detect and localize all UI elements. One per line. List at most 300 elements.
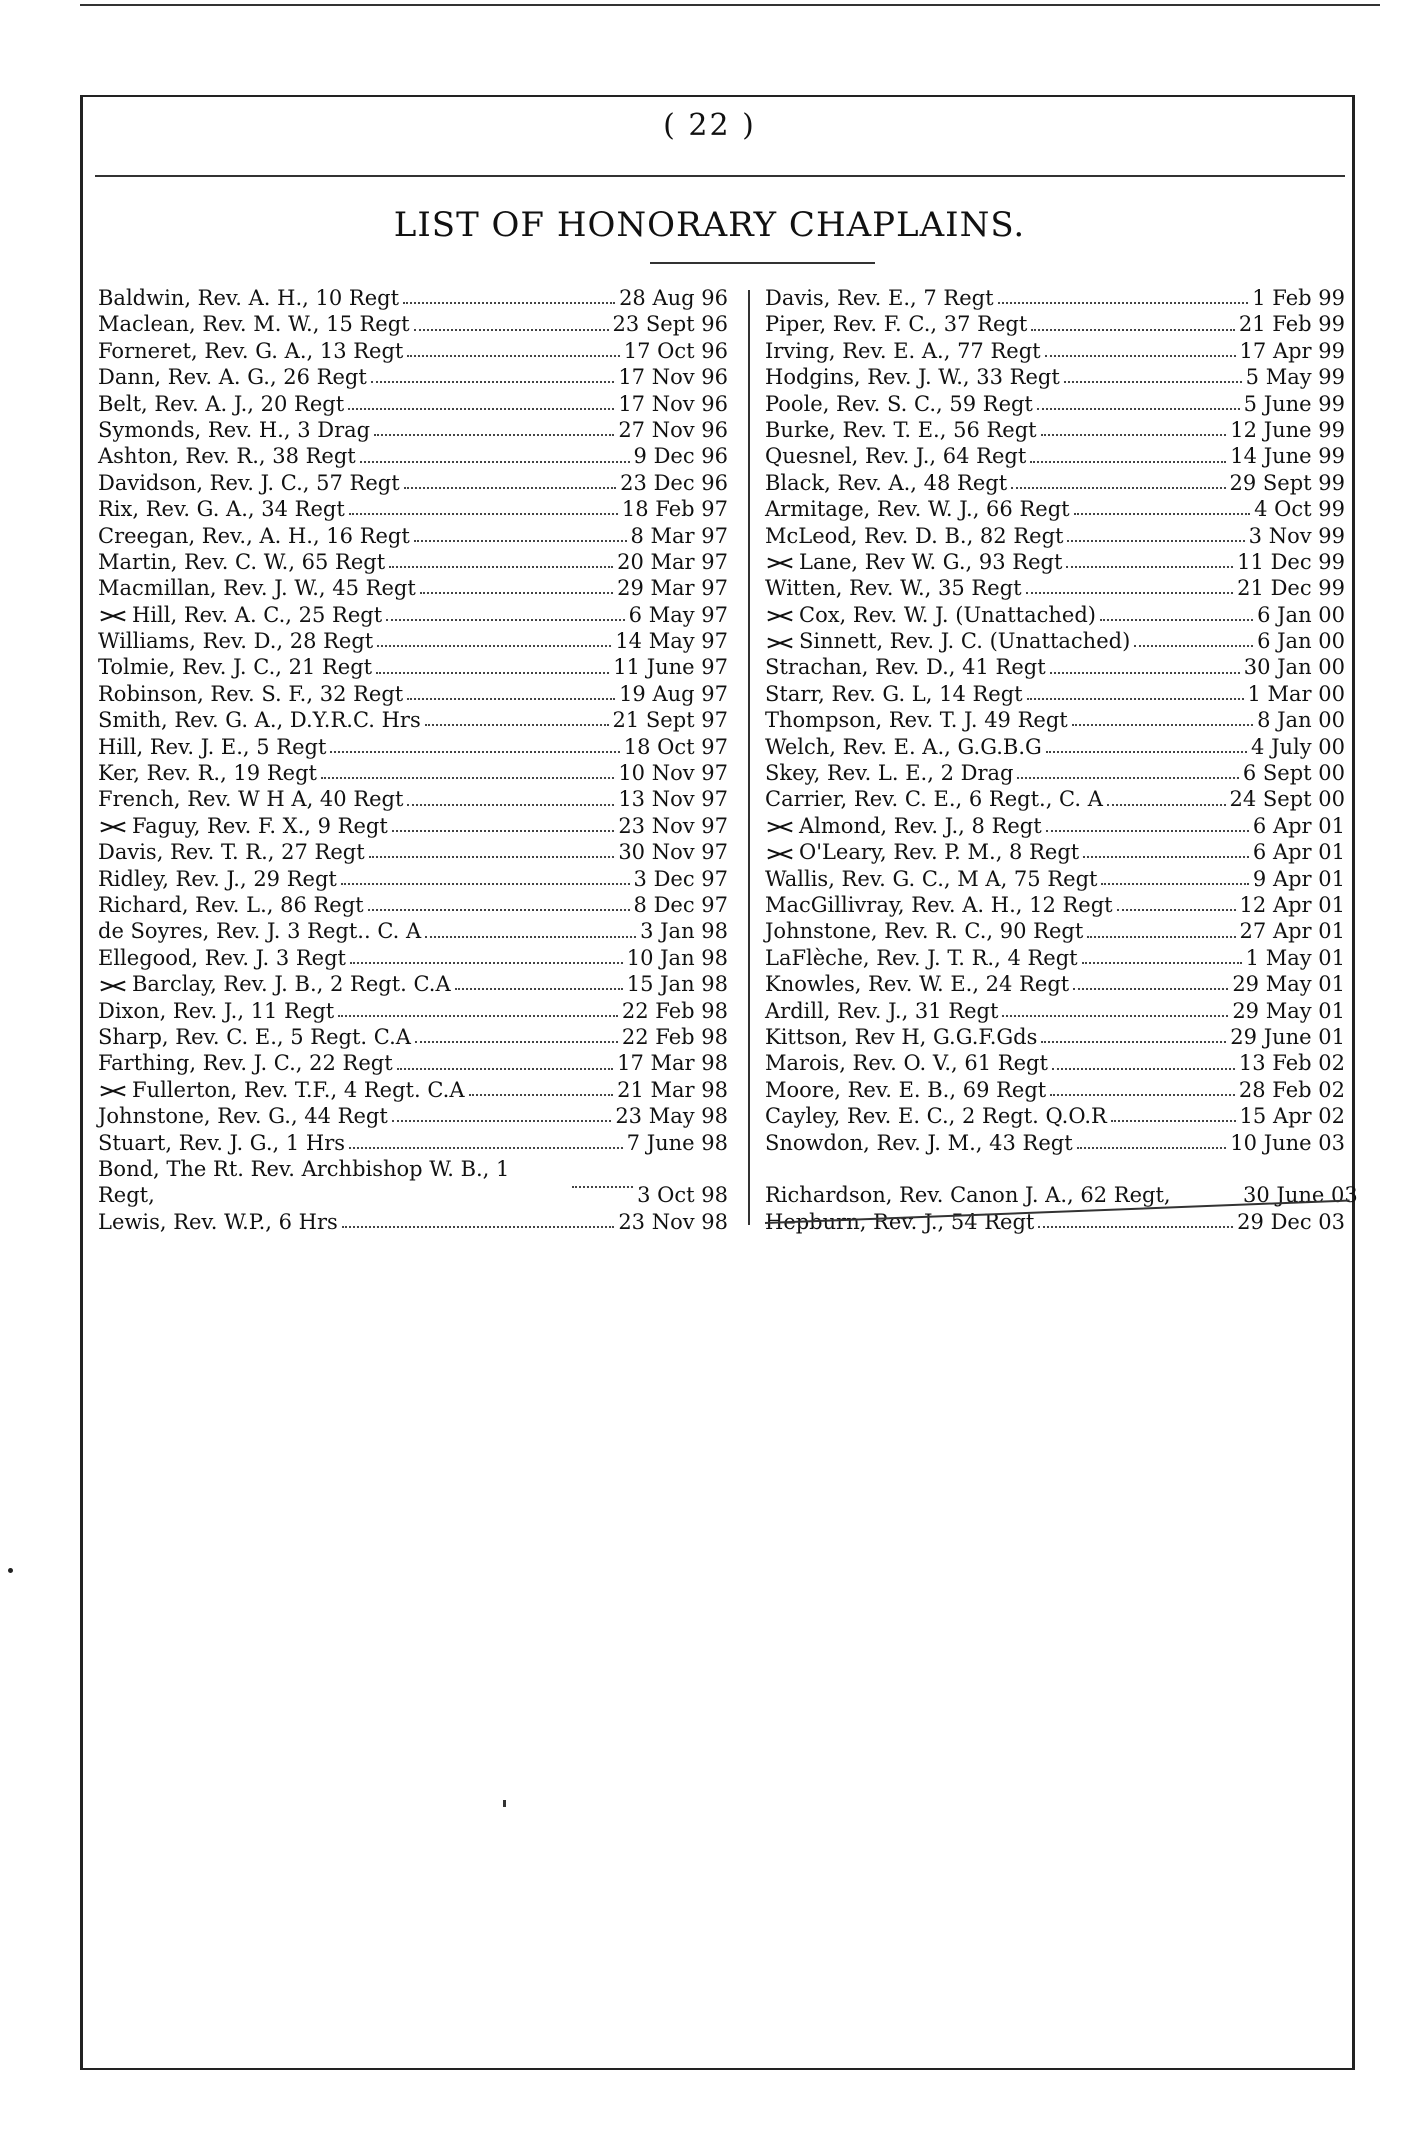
- chaplain-name: [765, 918, 1083, 944]
- leader-dots: [338, 1015, 618, 1017]
- appointment-date: 28 Feb 02: [1238, 1077, 1345, 1102]
- chaplain-name-text: Richard, Rev. L., 86 Regt: [98, 892, 364, 917]
- chaplain-entry: [765, 654, 1345, 680]
- leader-dots: [1011, 487, 1225, 489]
- chaplain-name: [98, 417, 370, 443]
- chaplain-entry: [765, 602, 1345, 628]
- chaplain-name-text: Poole, Rev. S. C., 59 Regt: [765, 391, 1033, 416]
- chaplain-entry: [98, 311, 728, 337]
- chaplain-name-text: Irving, Rev. E. A., 77 Regt: [765, 338, 1041, 363]
- leader-dots: [1038, 1226, 1233, 1228]
- leader-dots: [368, 909, 630, 911]
- chaplain-name: [98, 1130, 345, 1156]
- appointment-date: 11 Dec 99: [1237, 549, 1345, 574]
- leader-dots: [397, 1068, 613, 1070]
- chaplain-name: [98, 681, 403, 707]
- chaplain-name-text: Stuart, Rev. J. G., 1 Hrs: [98, 1130, 346, 1155]
- chaplain-entry: [98, 496, 728, 522]
- appointment-date: 23 May 98: [615, 1104, 728, 1129]
- leader-dots: [998, 302, 1249, 304]
- appointment-date: 14 June 99: [1230, 444, 1345, 469]
- chaplain-entry: [765, 1130, 1345, 1156]
- leader-dots: [349, 1147, 623, 1149]
- chaplain-name-text: Macmillan, Rev. J. W., 45 Regt: [98, 576, 416, 601]
- chaplain-entry: [765, 918, 1345, 944]
- chaplain-entry: [765, 707, 1345, 733]
- leader-dots: [1046, 830, 1249, 832]
- leader-dots: [425, 936, 636, 938]
- left-column: [98, 285, 728, 1235]
- chaplain-entry: [765, 1156, 1358, 1209]
- chaplain-name-text: Forneret, Rev. G. A., 13 Regt: [98, 338, 404, 363]
- chaplain-name: [765, 998, 998, 1024]
- chaplain-entry: [98, 1024, 728, 1050]
- chaplain-entry: [98, 1209, 728, 1235]
- chaplain-name: [765, 1050, 1048, 1076]
- appointment-date: 29 Sept 99: [1229, 470, 1345, 495]
- leader-dots: [1037, 408, 1240, 410]
- leader-dots: [1041, 434, 1227, 436]
- chaplain-name: [98, 575, 416, 601]
- chaplain-name-text: Johnstone, Rev. R. C., 90 Regt: [765, 919, 1084, 944]
- chaplain-name: [98, 734, 326, 760]
- chaplain-name: [765, 892, 1113, 918]
- chaplain-name-text: Ellegood, Rev. J. 3 Regt: [98, 945, 346, 970]
- chaplain-entry: [98, 1077, 728, 1103]
- chaplain-name: [765, 628, 1130, 654]
- leader-dots: [376, 672, 609, 674]
- chaplain-entry: [765, 549, 1345, 575]
- page-title: LIST OF HONORARY CHAPLAINS.: [393, 205, 1026, 245]
- chaplain-name-text: Witten, Rev. W., 35 Regt: [765, 576, 1022, 601]
- chaplain-name: [98, 628, 373, 654]
- chaplain-entry: [765, 496, 1345, 522]
- chaplain-name-text: Carrier, Rev. C. E., 6 Regt., C. A: [765, 787, 1103, 812]
- leader-dots: [403, 302, 615, 304]
- appointment-date: 29 Dec 03: [1237, 1209, 1345, 1234]
- chaplain-entry: [98, 1130, 728, 1156]
- chaplain-entry: [765, 945, 1345, 971]
- top-edge-rule: [80, 0, 1380, 6]
- chaplain-name-text: Fullerton, Rev. T.F., 4 Regt. C.A: [132, 1077, 465, 1102]
- chaplain-name: [765, 443, 1026, 469]
- chaplain-name: [98, 1209, 338, 1235]
- leader-dots: [1027, 698, 1244, 700]
- scissors-mark-icon: [98, 1083, 128, 1099]
- chaplain-name: [765, 364, 1060, 390]
- appointment-date: 30 Nov 97: [618, 840, 728, 865]
- chaplain-name: [765, 707, 1068, 733]
- chaplain-name: [765, 417, 1037, 443]
- leader-dots: [1107, 804, 1226, 806]
- chaplain-entry: [98, 1156, 728, 1209]
- leader-dots: [389, 566, 613, 568]
- chaplain-name: [765, 1182, 1235, 1208]
- chaplain-name-text: Richardson, Rev. Canon J. A., 62 Regt,: [765, 1183, 1171, 1208]
- chaplain-name: [765, 734, 1042, 760]
- appointment-date: 13 Feb 02: [1238, 1051, 1345, 1076]
- appointment-date: 10 June 03: [1230, 1130, 1345, 1155]
- leader-dots: [1046, 751, 1247, 753]
- appointment-date: 29 May 01: [1232, 972, 1345, 997]
- chaplain-name: [98, 866, 337, 892]
- scissors-mark-icon: [765, 846, 795, 862]
- chaplain-name: [98, 1156, 568, 1209]
- leader-dots: [1134, 645, 1253, 647]
- chaplain-name: [765, 549, 1062, 575]
- chaplain-name: [765, 523, 1063, 549]
- chaplain-name-text: Cayley, Rev. E. C., 2 Regt. Q.O.R: [765, 1104, 1107, 1129]
- chaplain-entry: [765, 681, 1345, 707]
- leader-dots: [386, 619, 625, 621]
- chaplain-name: [98, 918, 421, 944]
- chaplain-name-text: Knowles, Rev. W. E., 24 Regt: [765, 972, 1070, 997]
- chaplain-entry: [98, 971, 728, 997]
- chaplain-entry: [98, 470, 728, 496]
- leader-dots: [425, 724, 609, 726]
- chaplain-name: [98, 813, 388, 839]
- chaplain-name-text: Hill, Rev. A. C., 25 Regt: [132, 602, 383, 627]
- chaplain-entry: [765, 417, 1345, 443]
- chaplain-name: [765, 760, 1013, 786]
- chaplain-name: [98, 707, 421, 733]
- appointment-date: 12 June 99: [1230, 417, 1345, 442]
- leader-dots: [455, 988, 623, 990]
- chaplain-entry: [98, 786, 728, 812]
- chaplain-name-text: Strachan, Rev. D., 41 Regt: [765, 655, 1046, 680]
- chaplain-entry: [98, 602, 728, 628]
- chaplain-name-text: Sharp, Rev. C. E., 5 Regt. C.A: [98, 1024, 411, 1049]
- scissors-mark-icon: [98, 608, 128, 624]
- chaplain-entry: [98, 628, 728, 654]
- chaplain-name: [765, 1103, 1107, 1129]
- chaplain-name: [98, 1024, 411, 1050]
- chaplain-name: [98, 496, 345, 522]
- header-rule: [95, 175, 1345, 177]
- appointment-date: 1 Feb 99: [1252, 286, 1345, 310]
- leader-dots: [1026, 592, 1234, 594]
- chaplain-entry: [765, 338, 1345, 364]
- appointment-date: 21 Sept 97: [612, 708, 728, 733]
- appointment-date: 1 May 01: [1245, 945, 1345, 970]
- chaplain-name-text: French, Rev. W H A, 40 Regt: [98, 787, 404, 812]
- chaplain-entry: [98, 523, 728, 549]
- chaplain-name: [765, 391, 1033, 417]
- chaplain-entry: [98, 707, 728, 733]
- chaplain-entry: [98, 285, 728, 311]
- leader-dots: [1087, 936, 1235, 938]
- chaplain-name-text: Smith, Rev. G. A., D.Y.R.C. Hrs: [98, 708, 421, 733]
- appointment-date: 14 May 97: [615, 629, 728, 654]
- chaplain-name-text: Hepburn, Rev. J., 54 Regt: [765, 1209, 1035, 1234]
- chaplain-name: [765, 311, 1027, 337]
- appointment-date: 23 Nov 97: [618, 813, 728, 838]
- appointment-date: 17 Nov 96: [618, 365, 728, 390]
- chaplain-name-text: MacGillivray, Rev. A. H., 12 Regt: [765, 892, 1113, 917]
- chaplain-entry: [765, 285, 1345, 311]
- chaplain-name-text: Piper, Rev. F. C., 37 Regt: [765, 312, 1028, 337]
- chaplain-entry: [98, 364, 728, 390]
- chaplain-name-text: Hodgins, Rev. J. W., 33 Regt: [765, 365, 1060, 390]
- chaplain-name-text: Martin, Rev. C. W., 65 Regt: [98, 549, 386, 574]
- chaplain-name-text: Snowdon, Rev. J. M., 43 Regt: [765, 1130, 1073, 1155]
- chaplain-entry: [98, 918, 728, 944]
- chaplain-name-text: Bond, The Rt. Rev. Archbishop W. B., 1 Regt,: [98, 1156, 510, 1208]
- chaplain-name-text: Burke, Rev. T. E., 56 Regt: [765, 417, 1037, 442]
- chaplain-name-text: Starr, Rev. G. L, 14 Regt: [765, 681, 1023, 706]
- leader-dots: [469, 1094, 614, 1096]
- chaplain-name: [98, 602, 382, 628]
- chaplain-name: [98, 1050, 393, 1076]
- chaplain-entry: [98, 892, 728, 918]
- chaplain-name-text: Marois, Rev. O. V., 61 Regt: [765, 1051, 1048, 1076]
- appointment-date: 3 Dec 97: [633, 866, 728, 891]
- chaplain-name: [98, 364, 367, 390]
- appointment-date: 8 Dec 97: [633, 892, 728, 917]
- chaplain-entry: [98, 549, 728, 575]
- chaplain-name: [98, 971, 451, 997]
- leader-dots: [1111, 1120, 1236, 1122]
- scissors-mark-icon: [98, 978, 128, 994]
- chaplain-name: [765, 866, 1097, 892]
- appointment-date: 21 Dec 99: [1237, 576, 1345, 601]
- chaplain-entry: [765, 1077, 1345, 1103]
- chaplain-name: [98, 892, 364, 918]
- chaplain-name: [765, 338, 1041, 364]
- appointment-date: 22 Feb 98: [621, 998, 728, 1023]
- scissors-mark-icon: [98, 819, 128, 835]
- chaplain-entry: [98, 998, 728, 1024]
- chaplain-entry: [765, 391, 1345, 417]
- chaplain-name: [98, 760, 317, 786]
- appointment-date: 4 July 00: [1251, 734, 1345, 759]
- chaplain-entry: [765, 971, 1345, 997]
- leader-dots: [1117, 909, 1236, 911]
- appointment-date: 23 Nov 98: [618, 1209, 728, 1234]
- chaplain-entry: [98, 443, 728, 469]
- appointment-date: 12 Apr 01: [1239, 892, 1345, 917]
- leader-dots: [407, 698, 615, 700]
- appointment-date: 6 Apr 01: [1252, 813, 1345, 838]
- chaplain-entry: [98, 734, 728, 760]
- leader-dots: [341, 883, 630, 885]
- chaplain-name-text: Davis, Rev. E., 7 Regt: [765, 286, 994, 310]
- chaplain-name: [98, 338, 403, 364]
- chaplain-name-text: Rix, Rev. G. A., 34 Regt: [98, 497, 345, 522]
- appointment-date: 13 Nov 97: [618, 787, 728, 812]
- chaplain-name-text: Armitage, Rev. W. J., 66 Regt: [765, 497, 1070, 522]
- appointment-date: 22 Feb 98: [621, 1024, 728, 1049]
- appointment-date: 6 Jan 00: [1257, 629, 1345, 654]
- chaplain-name-text: Tolmie, Rev. J. C., 21 Regt: [98, 655, 373, 680]
- chaplain-entry: [765, 1103, 1345, 1129]
- leader-dots: [1067, 540, 1244, 542]
- appointment-date: 9 Dec 96: [633, 444, 728, 469]
- right-column: [765, 285, 1358, 1235]
- leader-dots: [350, 962, 623, 964]
- chaplain-name-text: Barclay, Rev. J. B., 2 Regt. C.A: [132, 972, 451, 997]
- leader-dots: [348, 408, 614, 410]
- chaplain-name: [765, 945, 1078, 971]
- leader-dots: [1030, 461, 1226, 463]
- leader-dots: [404, 487, 617, 489]
- chaplain-entry: [765, 998, 1345, 1024]
- chaplain-name: [98, 786, 403, 812]
- chaplain-entry: [98, 417, 728, 443]
- chaplain-name: [765, 1077, 1046, 1103]
- appointment-date: 21 Mar 98: [617, 1077, 728, 1102]
- leader-dots: [392, 830, 615, 832]
- appointment-date: 3 Nov 99: [1248, 523, 1345, 548]
- appointment-date: 3 Jan 98: [640, 919, 728, 944]
- chaplain-name-text: Black, Rev. A., 48 Regt: [765, 470, 1008, 495]
- chaplain-name-text: Belt, Rev. A. J., 20 Regt: [98, 391, 345, 416]
- appointment-date: 15 Apr 02: [1239, 1104, 1345, 1129]
- appointment-date: 17 Nov 96: [618, 391, 728, 416]
- appointment-date: 17 Apr 99: [1239, 338, 1345, 363]
- chaplain-entry: [765, 786, 1345, 812]
- chaplain-name-text: O'Leary, Rev. P. M., 8 Regt: [799, 840, 1080, 865]
- chaplain-name: [765, 575, 1022, 601]
- chaplain-name-text: Williams, Rev. D., 28 Regt: [98, 629, 374, 654]
- chaplain-name: [765, 285, 994, 311]
- appointment-date: 6 May 97: [628, 602, 728, 627]
- chaplain-entry: [765, 311, 1345, 337]
- chaplain-entry: [98, 945, 728, 971]
- column-divider: [748, 290, 750, 1225]
- chaplain-name-text: Lane, Rev W. G., 93 Regt: [799, 549, 1063, 574]
- scissors-mark-icon: [765, 819, 795, 835]
- stray-tick: [503, 1800, 506, 1807]
- chaplain-entry: [98, 866, 728, 892]
- leader-dots: [392, 1120, 612, 1122]
- appointment-date: 5 June 99: [1243, 391, 1345, 416]
- leader-dots: [1074, 513, 1251, 515]
- chaplain-entry: [98, 1050, 728, 1076]
- appointment-date: 1 Mar 00: [1247, 681, 1345, 706]
- scissors-mark-icon: [765, 608, 795, 624]
- chaplain-name-text: Ardill, Rev. J., 31 Regt: [765, 998, 999, 1023]
- leader-dots: [342, 1226, 615, 1228]
- leader-dots: [1031, 329, 1235, 331]
- chaplain-name-text: Kittson, Rev H, G.G.F.Gds: [765, 1024, 1038, 1049]
- chaplain-name-text: Maclean, Rev. M. W., 15 Regt: [98, 312, 410, 337]
- leader-dots: [377, 645, 611, 647]
- chaplain-name-text: Symonds, Rev. H., 3 Drag: [98, 417, 371, 442]
- appointment-date: 6 Apr 01: [1252, 840, 1345, 865]
- leader-dots: [321, 777, 614, 779]
- appointment-date: 28 Aug 96: [619, 286, 728, 310]
- chaplain-entry: [765, 628, 1345, 654]
- leader-dots: [407, 804, 614, 806]
- chaplain-name: [765, 496, 1070, 522]
- chaplain-name-text: Wallis, Rev. G. C., M A, 75 Regt: [765, 866, 1098, 891]
- appointment-date: 23 Dec 96: [620, 470, 728, 495]
- appointment-date: 10 Nov 97: [618, 761, 728, 786]
- chaplain-name-text: Sinnett, Rev. J. C. (Unattached): [799, 629, 1131, 654]
- appointment-date: 9 Apr 01: [1252, 866, 1345, 891]
- chaplain-name: [98, 523, 410, 549]
- leader-dots: [369, 856, 615, 858]
- chaplain-name: [98, 470, 400, 496]
- leader-dots: [1050, 1094, 1235, 1096]
- appointment-date: 5 May 99: [1245, 365, 1345, 390]
- chaplain-entry: [98, 681, 728, 707]
- title-rule: [650, 262, 875, 264]
- appointment-date: 8 Mar 97: [630, 523, 728, 548]
- chaplain-name-text: de Soyres, Rev. J. 3 Regt.. C. A: [98, 919, 422, 944]
- chaplain-name-text: Creegan, Rev., A. H., 16 Regt: [98, 523, 410, 548]
- appointment-date: 24 Sept 00: [1229, 787, 1345, 812]
- appointment-date: 10 Jan 98: [626, 945, 728, 970]
- leader-dots: [1066, 566, 1233, 568]
- chaplain-name-text: Welch, Rev. E. A., G.G.B.G: [765, 734, 1042, 759]
- appointment-date: 17 Oct 96: [623, 338, 728, 363]
- appointment-date: 27 Apr 01: [1239, 919, 1345, 944]
- leader-dots: [360, 461, 630, 463]
- appointment-date: 21 Feb 99: [1238, 312, 1345, 337]
- leader-dots: [414, 329, 609, 331]
- chaplain-name: [98, 311, 410, 337]
- leader-dots: [1050, 672, 1240, 674]
- appointment-date: 17 Mar 98: [617, 1051, 728, 1076]
- chaplain-entry: [98, 575, 728, 601]
- appointment-date: 18 Oct 97: [623, 734, 728, 759]
- leader-dots: [572, 1186, 633, 1188]
- chaplain-entry: [765, 1050, 1345, 1076]
- chaplain-name: [98, 945, 346, 971]
- chaplain-entry: [98, 338, 728, 364]
- scissors-mark-icon: [765, 635, 795, 651]
- leader-dots: [1101, 883, 1248, 885]
- leader-dots: [371, 381, 615, 383]
- appointment-date: 29 May 01: [1232, 998, 1345, 1023]
- appointment-date: 27 Nov 96: [618, 417, 728, 442]
- leader-dots: [1002, 1015, 1228, 1017]
- stray-dot: [8, 1568, 13, 1573]
- leader-dots: [1052, 1068, 1235, 1070]
- chaplain-name-text: Skey, Rev. L. E., 2 Drag: [765, 761, 1014, 786]
- chaplain-name-text: Robinson, Rev. S. F., 32 Regt: [98, 681, 404, 706]
- chaplain-entry: [98, 391, 728, 417]
- appointment-date: 29 Mar 97: [617, 576, 728, 601]
- leader-dots: [1072, 724, 1253, 726]
- chaplain-entry: [98, 839, 728, 865]
- chaplain-name-text: Ashton, Rev. R., 38 Regt: [98, 444, 356, 469]
- chaplain-entry: [765, 575, 1345, 601]
- chaplain-name-text: Davidson, Rev. J. C., 57 Regt: [98, 470, 400, 495]
- chaplain-entry: [765, 866, 1345, 892]
- chaplain-name: [98, 549, 385, 575]
- chaplain-name-text: Ker, Rev. R., 19 Regt: [98, 761, 317, 786]
- chaplain-name: [98, 654, 372, 680]
- chaplain-name: [765, 786, 1103, 812]
- chaplain-entry: [765, 813, 1345, 839]
- chaplain-entry: [98, 654, 728, 680]
- chaplain-name: [765, 470, 1007, 496]
- leader-dots: [414, 540, 627, 542]
- chaplain-entry: [765, 523, 1345, 549]
- chaplain-name: [765, 971, 1069, 997]
- chaplain-name-text: Hill, Rev. J. E., 5 Regt: [98, 734, 327, 759]
- appointment-date: 15 Jan 98: [626, 972, 728, 997]
- appointment-date: 6 Jan 00: [1257, 602, 1345, 627]
- leader-dots: [407, 355, 619, 357]
- chaplain-name-text: Ridley, Rev. J., 29 Regt: [98, 866, 337, 891]
- chaplain-entry: [765, 443, 1345, 469]
- leader-dots: [374, 434, 614, 436]
- chaplain-entry: [98, 1103, 728, 1129]
